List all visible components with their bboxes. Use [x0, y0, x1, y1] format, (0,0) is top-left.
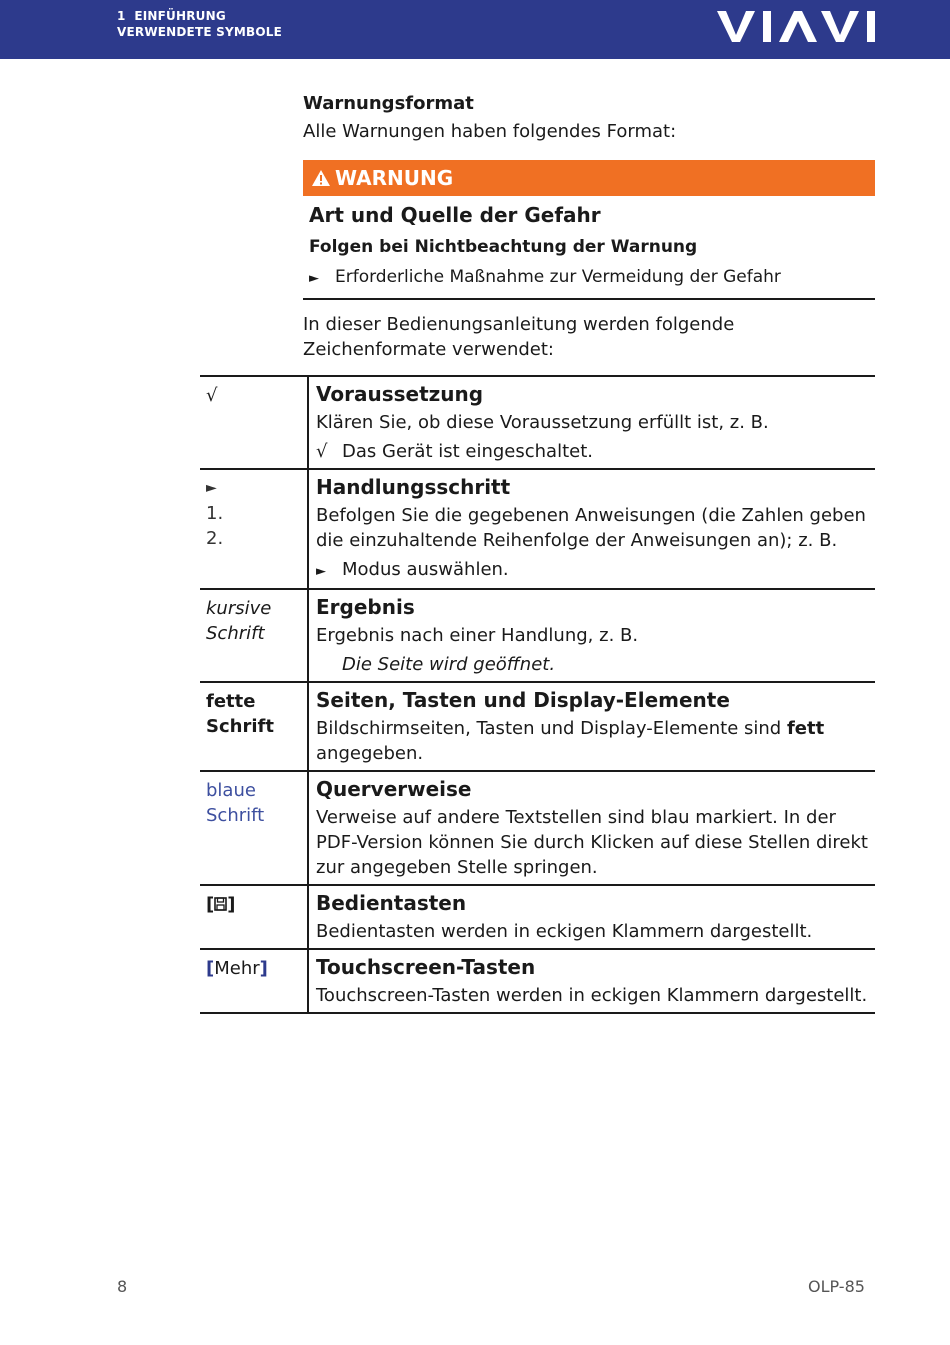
chapter-title: EINFÜHRUNG	[134, 9, 226, 23]
format-description	[308, 469, 875, 589]
warning-format-intro: Alle Warnungen haben folgendes Format:	[303, 121, 677, 142]
format-example	[316, 439, 869, 464]
format-text: Ergebnis nach einer Handlung, z. B.	[316, 625, 639, 646]
format-description	[308, 376, 875, 469]
bracket-open: [	[206, 894, 215, 915]
table-row	[200, 469, 875, 589]
warning-subheading: Folgen bei Nichtbeachtung der Warnung	[309, 237, 698, 257]
document-name: OLP-85	[808, 1277, 865, 1296]
format-example	[316, 557, 869, 584]
bracket-close: ]	[227, 894, 236, 915]
format-text: Verweise auf andere Textstellen sind blau markiert. In der PDF-Version können Sie durch Klicken auf diese Stellen direkt zur angegeben Stelle springen.	[316, 807, 868, 878]
table-row	[200, 949, 875, 1013]
format-symbol	[200, 469, 308, 589]
step-number: 2.	[206, 528, 224, 549]
format-title: Touchscreen-Tasten	[316, 955, 536, 979]
format-title: Querverweise	[316, 777, 472, 801]
format-text: Befolgen Sie die gegebenen Anweisungen (die Zahlen geben die einzuhaltende Reihenfolge der Anweisungen an); z. B.	[316, 505, 866, 551]
formats-table	[200, 375, 875, 1014]
save-key-icon	[214, 897, 227, 911]
step-arrow-icon: ►	[309, 271, 319, 286]
format-symbol	[200, 885, 308, 949]
warning-label: WARNUNG	[335, 166, 454, 190]
bracket-open: [	[206, 958, 215, 979]
viavi-logo	[717, 11, 877, 43]
format-text-part: angegeben.	[316, 743, 424, 764]
chapter-heading	[117, 8, 282, 40]
format-symbol: kursive Schrift	[206, 598, 272, 644]
page-number: 8	[117, 1277, 128, 1296]
format-text: Touchscreen-Tasten werden in eckigen Klammern dargestellt.	[316, 985, 868, 1006]
format-symbol: √	[206, 385, 218, 406]
chapter-number: 1	[117, 9, 126, 23]
format-title: Handlungsschritt	[316, 475, 511, 499]
warning-bar	[303, 160, 875, 196]
warning-heading: Art und Quelle der Gefahr	[309, 203, 601, 227]
format-description	[308, 589, 875, 682]
warning-body	[303, 196, 875, 300]
format-text	[316, 716, 869, 766]
page-header	[0, 0, 950, 59]
formats-intro: In dieser Bedienungsanleitung werden folgende Zeichenformate verwendet:	[303, 314, 735, 360]
format-title: Seiten, Tasten und Display-Elemente	[316, 688, 730, 712]
format-symbol: fette Schrift	[206, 691, 274, 737]
format-text: Bedientasten werden in eckigen Klammern dargestellt.	[316, 921, 813, 942]
step-arrow-icon: ►	[316, 564, 326, 579]
table-row	[200, 589, 875, 682]
format-title: Bedientasten	[316, 891, 467, 915]
format-description	[308, 949, 875, 1013]
step-arrow-icon: ►	[206, 480, 217, 496]
format-description	[308, 885, 875, 949]
warning-format-title: Warnungsformat	[303, 93, 474, 114]
warning-step	[309, 264, 875, 292]
format-text-bold: fett	[786, 718, 825, 739]
format-example-text: Das Gerät ist eingeschaltet.	[342, 441, 593, 462]
check-icon: √	[316, 441, 328, 462]
table-row	[200, 771, 875, 885]
format-symbol: blaue Schrift	[206, 780, 265, 826]
format-title: Ergebnis	[316, 595, 415, 619]
format-description	[308, 771, 875, 885]
warning-example-box	[303, 160, 875, 300]
bracket-close: ]	[259, 958, 268, 979]
format-symbol	[200, 949, 308, 1013]
step-number: 1.	[206, 503, 224, 524]
format-text-part: Bildschirmseiten, Tasten und Display-Elemente sind	[316, 718, 787, 739]
format-title: Voraussetzung	[316, 382, 484, 406]
warning-triangle-icon	[311, 169, 331, 187]
touch-key-label: Mehr	[214, 958, 260, 979]
table-row	[200, 682, 875, 771]
table-row	[200, 376, 875, 469]
table-row	[200, 885, 875, 949]
format-example-text: Die Seite wird geöffnet.	[342, 654, 556, 675]
format-example-text: Modus auswählen.	[342, 559, 509, 580]
format-description	[308, 682, 875, 771]
section-title: VERWENDETE SYMBOLE	[117, 25, 282, 39]
format-text: Klären Sie, ob diese Voraussetzung erfüllt ist, z. B.	[316, 412, 769, 433]
warning-step-text: Erforderliche Maßnahme zur Vermeidung der Gefahr	[335, 267, 781, 287]
format-example	[316, 652, 869, 677]
